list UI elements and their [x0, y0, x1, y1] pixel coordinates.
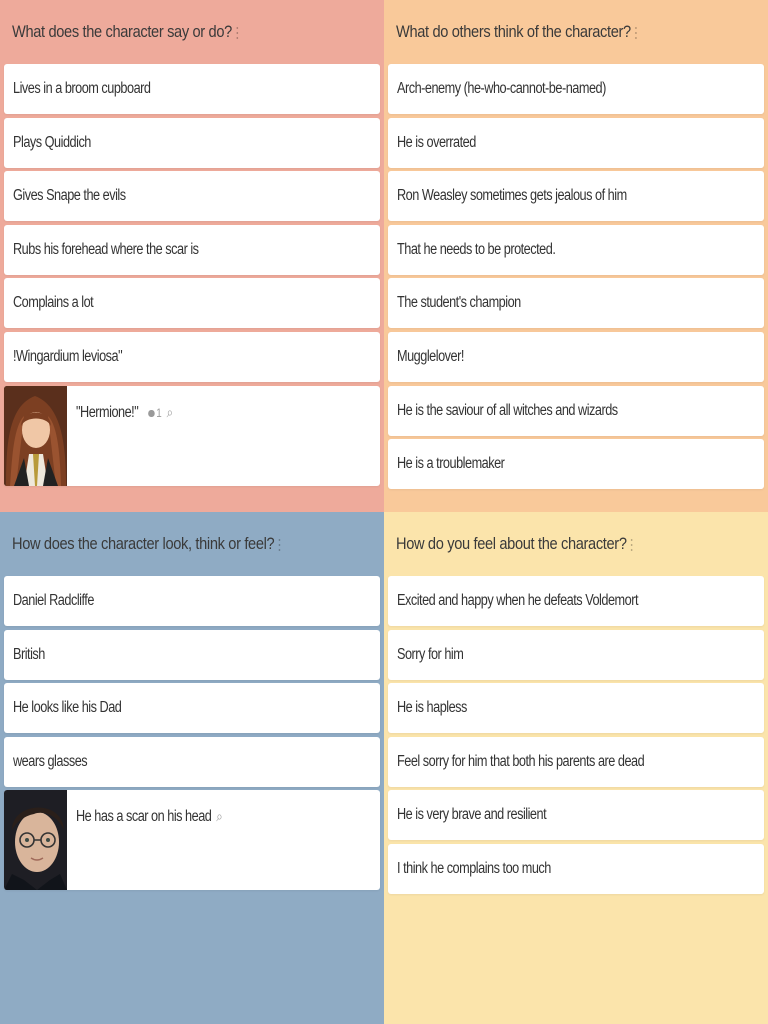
card[interactable]	[4, 630, 380, 680]
card-text: Lives in a broom cupboard	[13, 80, 151, 97]
card-with-image[interactable]	[4, 386, 380, 486]
card-text: wears glasses	[13, 752, 88, 770]
list-look-think-feel	[0, 512, 384, 1024]
card-text: Ron Weasley sometimes gets jealous of him	[397, 187, 627, 205]
list-you-feel	[384, 512, 768, 1024]
card-list	[4, 64, 380, 489]
more-options-icon[interactable]	[631, 538, 634, 552]
card-text: Arch-enemy (he-who-cannot-be-named)	[397, 80, 606, 97]
card-text: Complains a lot	[13, 294, 94, 312]
card-text	[76, 404, 173, 422]
list-others-think	[384, 0, 768, 512]
more-options-icon[interactable]	[635, 26, 638, 40]
card[interactable]	[388, 576, 764, 626]
card[interactable]	[388, 386, 764, 436]
card[interactable]	[388, 332, 764, 382]
list-title-text: What does the character say or do?	[12, 22, 232, 41]
card-text: !Wingardium leviosa"	[13, 347, 123, 365]
card-text: He is very brave and resilient	[397, 806, 547, 824]
card-text: He is the saviour of all witches and wizards	[397, 401, 618, 419]
card-text: The student's champion	[397, 294, 521, 312]
card[interactable]	[388, 844, 764, 894]
list-title	[12, 22, 239, 42]
list-title	[396, 534, 634, 554]
card[interactable]	[388, 790, 764, 840]
list-title	[396, 22, 638, 42]
list-title-text: What do others think of the character?	[396, 22, 631, 41]
card[interactable]	[388, 225, 764, 275]
card-label: He has a scar on his head	[76, 808, 212, 826]
card-list	[388, 64, 764, 493]
card-text: Gives Snape the evils	[13, 187, 126, 205]
card-text: Rubs his forehead where the scar is	[13, 240, 199, 258]
comment-icon	[148, 410, 155, 417]
list-title-text: How does the character look, think or feel?	[12, 534, 275, 553]
card[interactable]	[388, 171, 764, 221]
card[interactable]	[388, 278, 764, 328]
more-options-icon[interactable]	[279, 538, 282, 552]
list-say-or-do	[0, 0, 384, 512]
more-options-icon[interactable]	[236, 26, 239, 40]
card-text: Plays Quiddich	[13, 133, 91, 151]
card-text: Daniel Radcliffe	[13, 592, 94, 609]
card[interactable]	[4, 683, 380, 733]
card-label: "Hermione!"	[76, 403, 139, 421]
card[interactable]	[4, 278, 380, 328]
card-text: Sorry for him	[397, 645, 464, 663]
card[interactable]	[388, 630, 764, 680]
hermione-portrait-image	[4, 386, 67, 486]
card[interactable]	[4, 576, 380, 626]
card-text	[76, 808, 222, 826]
card-text: I think he complains too much	[397, 859, 551, 877]
list-title-text: How do you feel about the character?	[396, 534, 627, 553]
card-list	[4, 576, 380, 894]
card[interactable]	[388, 118, 764, 168]
card-text: He looks like his Dad	[13, 699, 122, 717]
card-text: Mugglelover!	[397, 347, 464, 365]
card-list	[388, 576, 764, 898]
card-text: He is a troublemaker	[397, 455, 505, 473]
card[interactable]	[388, 439, 764, 489]
card[interactable]	[4, 225, 380, 275]
card-text: He is hapless	[397, 699, 467, 717]
card[interactable]	[388, 683, 764, 733]
comment-count-value: 1	[156, 405, 162, 420]
card[interactable]	[4, 171, 380, 221]
comment-count	[148, 406, 162, 420]
attachment-icon: ⌕	[166, 403, 173, 420]
card[interactable]	[388, 737, 764, 787]
card-with-image[interactable]	[4, 790, 380, 890]
card-text: British	[13, 645, 45, 663]
card[interactable]	[388, 64, 764, 114]
attachment-icon: ⌕	[216, 808, 223, 825]
card[interactable]	[4, 118, 380, 168]
card-text: Excited and happy when he defeats Voldemort	[397, 592, 638, 609]
card[interactable]	[4, 737, 380, 787]
card[interactable]	[4, 332, 380, 382]
harry-portrait-image	[4, 790, 67, 890]
card[interactable]	[4, 64, 380, 114]
card-text: That he needs to be protected.	[397, 240, 556, 258]
list-title	[12, 534, 281, 554]
card-text: Feel sorry for him that both his parents are dead	[397, 752, 645, 770]
card-text: He is overrated	[397, 133, 476, 151]
